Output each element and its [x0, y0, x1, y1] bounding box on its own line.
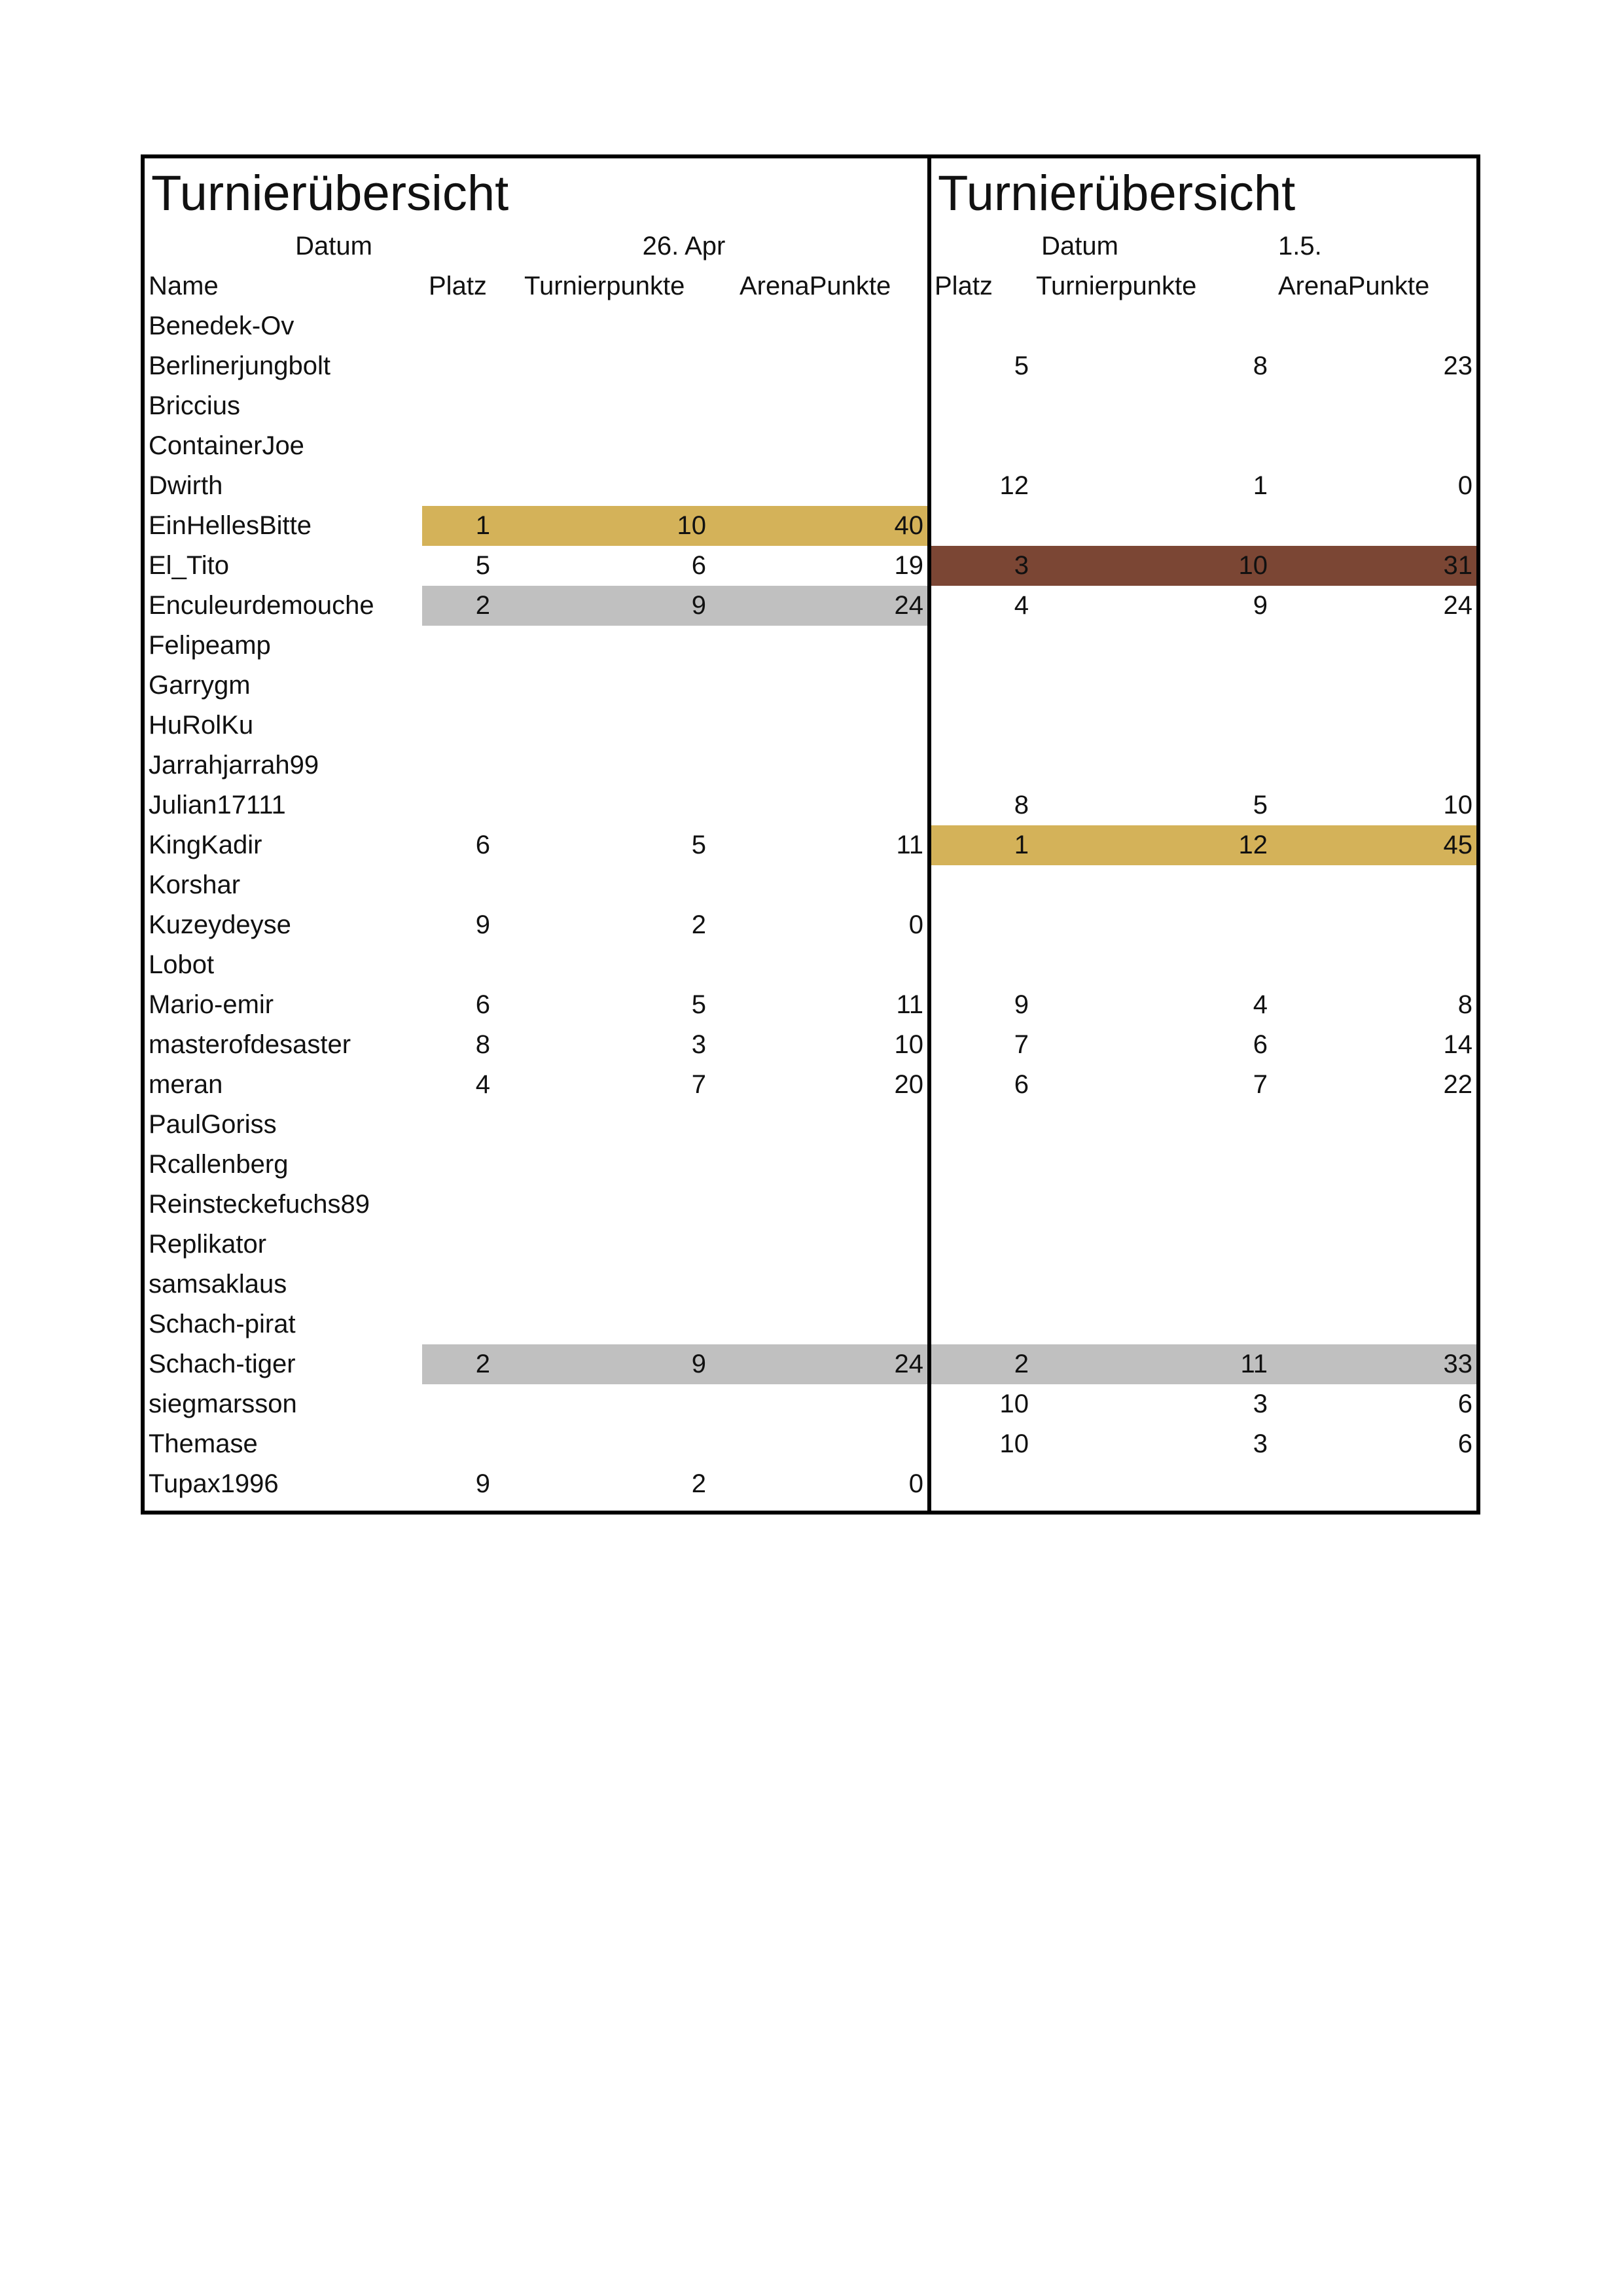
right-arenapunkte-cell: 23 [1443, 351, 1472, 380]
left-platz-cell: 8 [475, 1030, 490, 1059]
left-platz-cell [422, 1265, 494, 1304]
right-col-platz: Platz [935, 272, 993, 300]
right-arenapunkte-cell: 0 [1457, 471, 1472, 500]
left-arenapunkte-cell [710, 865, 927, 905]
right-arenapunkte-cell: 31 [1443, 551, 1472, 580]
left-turnierpunkte-cell: 3 [691, 1030, 706, 1059]
left-platz-cell: 2 [475, 1350, 490, 1378]
left-turnierpunkte-cell [494, 1304, 710, 1344]
player-name: Benedek-Ov [149, 312, 294, 340]
left-platz-cell: 9 [475, 910, 490, 939]
left-platz-cell: 4 [475, 1070, 490, 1099]
right-platz-cell [931, 1145, 1033, 1185]
right-arenapunkte-cell: 33 [1443, 1350, 1472, 1378]
right-turnierpunkte-cell [1033, 905, 1272, 945]
left-platz-cell [422, 785, 494, 825]
right-platz-cell: 1 [1014, 831, 1029, 859]
player-name: samsaklaus [149, 1270, 287, 1299]
left-platz-cell: 5 [475, 551, 490, 580]
player-name: Dwirth [149, 471, 223, 500]
right-turnierpunkte-cell: 10 [1238, 551, 1268, 580]
left-turnierpunkte-cell [494, 306, 710, 346]
left-turnierpunkte-cell: 2 [691, 1469, 706, 1498]
right-platz-cell: 8 [1014, 791, 1029, 819]
left-arenapunkte-cell: 19 [894, 551, 923, 580]
left-turnierpunkte-cell: 9 [691, 1350, 706, 1378]
right-platz-cell: 5 [1014, 351, 1029, 380]
left-arenapunkte-cell [710, 1145, 927, 1185]
right-arenapunkte-cell: 8 [1457, 990, 1472, 1019]
right-turnierpunkte-cell [1033, 1185, 1272, 1225]
right-platz-cell [931, 426, 1033, 466]
right-turnierpunkte-cell [1033, 1464, 1272, 1504]
right-platz-cell [931, 1464, 1033, 1504]
left-platz-cell [422, 306, 494, 346]
right-platz-cell [931, 1304, 1033, 1344]
right-turnierpunkte-cell [1033, 1265, 1272, 1304]
right-datum-value: 1.5. [1278, 232, 1322, 260]
left-turnierpunkte-cell [494, 1265, 710, 1304]
left-arenapunkte-cell [710, 745, 927, 785]
left-platz-cell [422, 666, 494, 706]
left-arenapunkte-cell [710, 1105, 927, 1145]
right-platz-cell [931, 506, 1033, 546]
left-platz-cell: 6 [475, 831, 490, 859]
player-name: Themase [149, 1429, 258, 1458]
right-arenapunkte-cell [1272, 1105, 1476, 1145]
left-turnierpunkte-cell [494, 626, 710, 666]
right-arenapunkte-cell [1272, 945, 1476, 985]
left-platz-cell [422, 1145, 494, 1185]
left-turnierpunkte-cell [494, 346, 710, 386]
right-col-turnierpunkte: Turnierpunkte [1036, 272, 1197, 300]
right-arenapunkte-cell: 45 [1443, 831, 1472, 859]
right-platz-cell [931, 1105, 1033, 1145]
right-datum-label: Datum [1041, 232, 1118, 260]
left-turnierpunkte-cell [494, 785, 710, 825]
left-platz-cell: 1 [475, 511, 490, 540]
left-turnierpunkte-cell [494, 945, 710, 985]
right-turnierpunkte-cell [1033, 626, 1272, 666]
left-arenapunkte-cell [710, 466, 927, 506]
right-arenapunkte-cell: 10 [1443, 791, 1472, 819]
right-turnierpunkte-cell [1033, 506, 1272, 546]
right-arenapunkte-cell: 14 [1443, 1030, 1472, 1059]
left-arenapunkte-cell: 20 [894, 1070, 923, 1099]
right-turnierpunkte-cell [1033, 745, 1272, 785]
right-arenapunkte-cell [1272, 745, 1476, 785]
left-arenapunkte-cell: 11 [896, 831, 923, 859]
right-platz-cell [931, 945, 1033, 985]
right-turnierpunkte-cell [1033, 1145, 1272, 1185]
left-turnierpunkte-cell [494, 1145, 710, 1185]
player-name: Replikator [149, 1230, 267, 1259]
right-turnierpunkte-cell: 5 [1253, 791, 1268, 819]
left-platz-cell [422, 426, 494, 466]
right-turnierpunkte-cell [1033, 666, 1272, 706]
right-turnierpunkte-cell: 3 [1253, 1390, 1268, 1418]
right-turnierpunkte-cell [1033, 1225, 1272, 1265]
player-name: Briccius [149, 391, 241, 420]
player-name: Enculeurdemouche [149, 591, 374, 620]
left-arenapunkte-cell: 24 [894, 1350, 923, 1378]
right-platz-cell: 10 [999, 1429, 1029, 1458]
right-platz-cell [931, 745, 1033, 785]
left-turnierpunkte-cell [494, 1384, 710, 1424]
right-platz-cell [931, 1225, 1033, 1265]
right-arenapunkte-cell [1272, 1185, 1476, 1225]
right-arenapunkte-cell [1272, 706, 1476, 745]
left-platz-cell: 6 [475, 990, 490, 1019]
right-platz-cell [931, 626, 1033, 666]
left-platz-cell [422, 1105, 494, 1145]
right-turnierpunkte-cell [1033, 706, 1272, 745]
right-turnierpunkte-cell [1033, 1304, 1272, 1344]
left-arenapunkte-cell: 0 [908, 910, 923, 939]
right-platz-cell: 12 [999, 471, 1029, 500]
right-arenapunkte-cell [1272, 506, 1476, 546]
left-arenapunkte-cell: 40 [894, 511, 923, 540]
right-arenapunkte-cell [1272, 626, 1476, 666]
right-turnierpunkte-cell: 1 [1253, 471, 1268, 500]
player-name: KingKadir [149, 831, 262, 859]
left-arenapunkte-cell [710, 1185, 927, 1225]
right-turnierpunkte-cell: 3 [1253, 1429, 1268, 1458]
right-arenapunkte-cell [1272, 1464, 1476, 1504]
right-arenapunkte-cell [1272, 386, 1476, 426]
left-platz-cell [422, 1304, 494, 1344]
player-name: Rcallenberg [149, 1150, 289, 1179]
left-platz-cell [422, 1424, 494, 1464]
player-name: Lobot [149, 950, 215, 979]
right-platz-cell [931, 706, 1033, 745]
left-platz-cell [422, 626, 494, 666]
left-platz-cell [422, 346, 494, 386]
left-platz-cell [422, 865, 494, 905]
player-name: Reinsteckefuchs89 [149, 1190, 370, 1219]
left-turnierpunkte-cell [494, 1225, 710, 1265]
left-turnierpunkte-cell: 5 [691, 831, 706, 859]
right-arenapunkte-cell [1272, 1225, 1476, 1265]
left-arenapunkte-cell [710, 1424, 927, 1464]
left-platz-cell [422, 745, 494, 785]
left-arenapunkte-cell [710, 785, 927, 825]
player-name: El_Tito [149, 551, 230, 580]
left-platz-cell [422, 706, 494, 745]
left-turnierpunkte-cell [494, 426, 710, 466]
left-arenapunkte-cell [710, 706, 927, 745]
right-arenapunkte-cell [1272, 905, 1476, 945]
right-platz-cell: 3 [1014, 551, 1029, 580]
left-turnierpunkte-cell [494, 745, 710, 785]
player-name: Felipeamp [149, 631, 271, 660]
left-arenapunkte-cell [710, 1384, 927, 1424]
left-title: Turnierübersicht [151, 166, 509, 221]
right-platz-cell: 6 [1014, 1070, 1029, 1099]
right-platz-cell [931, 1185, 1033, 1225]
right-arenapunkte-cell: 6 [1457, 1390, 1472, 1418]
right-platz-cell [931, 666, 1033, 706]
left-platz-cell [422, 1225, 494, 1265]
right-turnierpunkte-cell [1033, 426, 1272, 466]
left-arenapunkte-cell: 10 [894, 1030, 923, 1059]
right-arenapunkte-cell: 6 [1457, 1429, 1472, 1458]
player-name: Jarrahjarrah99 [149, 751, 319, 780]
left-platz-cell [422, 945, 494, 985]
left-platz-cell [422, 1185, 494, 1225]
right-turnierpunkte-cell: 8 [1253, 351, 1268, 380]
left-platz-cell: 9 [475, 1469, 490, 1498]
right-platz-cell [931, 1265, 1033, 1304]
left-platz-cell [422, 386, 494, 426]
left-datum-value: 26. Apr [642, 232, 726, 260]
right-arenapunkte-cell [1272, 1304, 1476, 1344]
left-datum-label: Datum [295, 232, 372, 260]
player-name: HuRolKu [149, 711, 254, 740]
right-platz-cell: 4 [1014, 591, 1029, 620]
right-platz-cell [931, 386, 1033, 426]
left-arenapunkte-cell: 0 [908, 1469, 923, 1498]
right-turnierpunkte-cell: 9 [1253, 591, 1268, 620]
left-turnierpunkte-cell: 5 [691, 990, 706, 1019]
left-turnierpunkte-cell: 10 [677, 511, 706, 540]
right-arenapunkte-cell [1272, 306, 1476, 346]
left-turnierpunkte-cell [494, 1185, 710, 1225]
left-arenapunkte-cell [710, 346, 927, 386]
right-arenapunkte-cell: 24 [1443, 591, 1472, 620]
left-platz-cell [422, 466, 494, 506]
player-name: Tupax1996 [149, 1469, 279, 1498]
left-turnierpunkte-cell [494, 1424, 710, 1464]
left-turnierpunkte-cell [494, 865, 710, 905]
left-arenapunkte-cell [710, 1225, 927, 1265]
player-name: PaulGoriss [149, 1110, 277, 1139]
player-name: Schach-tiger [149, 1350, 296, 1378]
left-col-turnierpunkte: Turnierpunkte [524, 272, 685, 300]
left-col-arenapunkte: ArenaPunkte [740, 272, 891, 300]
player-name: Berlinerjungbolt [149, 351, 330, 380]
right-turnierpunkte-cell: 6 [1253, 1030, 1268, 1059]
player-name: Julian17111 [149, 791, 286, 819]
right-arenapunkte-cell [1272, 426, 1476, 466]
left-turnierpunkte-cell: 2 [691, 910, 706, 939]
left-col-platz: Platz [429, 272, 487, 300]
right-platz-cell: 9 [1014, 990, 1029, 1019]
player-name: Korshar [149, 870, 241, 899]
left-arenapunkte-cell [710, 945, 927, 985]
player-name: siegmarsson [149, 1390, 297, 1418]
right-turnierpunkte-cell [1033, 865, 1272, 905]
right-turnierpunkte-cell [1033, 386, 1272, 426]
player-name: EinHellesBitte [149, 511, 312, 540]
right-platz-cell [931, 905, 1033, 945]
left-platz-cell: 2 [475, 591, 490, 620]
player-name: Mario-emir [149, 990, 274, 1019]
left-arenapunkte-cell [710, 306, 927, 346]
right-turnierpunkte-cell: 11 [1240, 1350, 1268, 1378]
right-turnierpunkte-cell [1033, 1105, 1272, 1145]
left-turnierpunkte-cell [494, 706, 710, 745]
player-name: masterofdesaster [149, 1030, 351, 1059]
player-name: Garrygm [149, 671, 251, 700]
left-arenapunkte-cell: 24 [894, 591, 923, 620]
left-turnierpunkte-cell [494, 1105, 710, 1145]
player-name: Kuzeydeyse [149, 910, 291, 939]
left-turnierpunkte-cell: 6 [691, 551, 706, 580]
left-col-name: Name [149, 272, 219, 300]
right-turnierpunkte-cell [1033, 306, 1272, 346]
left-arenapunkte-cell [710, 666, 927, 706]
left-turnierpunkte-cell [494, 666, 710, 706]
player-name: ContainerJoe [149, 431, 304, 460]
player-name: Schach-pirat [149, 1310, 296, 1338]
right-arenapunkte-cell [1272, 666, 1476, 706]
right-turnierpunkte-cell [1033, 945, 1272, 985]
right-arenapunkte-cell [1272, 865, 1476, 905]
left-arenapunkte-cell [710, 426, 927, 466]
right-turnierpunkte-cell: 12 [1238, 831, 1268, 859]
right-platz-cell: 2 [1014, 1350, 1029, 1378]
right-platz-cell [931, 865, 1033, 905]
left-turnierpunkte-cell [494, 466, 710, 506]
right-arenapunkte-cell: 22 [1443, 1070, 1472, 1099]
right-turnierpunkte-cell: 7 [1253, 1070, 1268, 1099]
right-platz-cell [931, 306, 1033, 346]
right-arenapunkte-cell [1272, 1145, 1476, 1185]
left-turnierpunkte-cell: 9 [691, 591, 706, 620]
left-arenapunkte-cell [710, 386, 927, 426]
left-platz-cell [422, 1384, 494, 1424]
left-arenapunkte-cell [710, 1265, 927, 1304]
left-arenapunkte-cell [710, 1304, 927, 1344]
left-turnierpunkte-cell: 7 [691, 1070, 706, 1099]
right-title: Turnierübersicht [938, 166, 1296, 221]
right-col-arenapunkte: ArenaPunkte [1278, 272, 1430, 300]
left-turnierpunkte-cell [494, 386, 710, 426]
right-turnierpunkte-cell: 4 [1253, 990, 1268, 1019]
left-arenapunkte-cell [710, 626, 927, 666]
right-platz-cell: 10 [999, 1390, 1029, 1418]
player-name: meran [149, 1070, 223, 1099]
left-arenapunkte-cell: 11 [896, 990, 923, 1019]
right-platz-cell: 7 [1014, 1030, 1029, 1059]
right-arenapunkte-cell [1272, 1265, 1476, 1304]
